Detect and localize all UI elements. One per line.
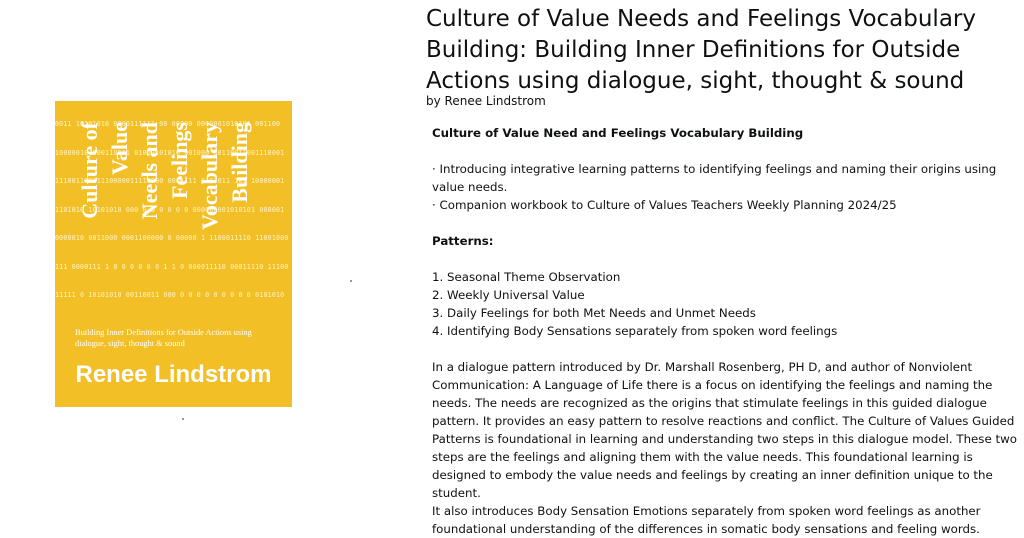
pattern-item: 4. Identifying Body Sensations separately from spoken word feelings [432,324,838,338]
cover-subtitle: Building Inner Definitions for Outside Actions using dialogue, sight, thought & sound [75,328,252,348]
cover-author: Renee Lindstrom [75,361,272,388]
cover-title: Culture of Value Needs and Feelings Vocabulary Building [77,122,252,230]
description-paragraph: In a dialogue pattern introduced by Dr. Marshall Rosenberg, PH D, and author of Nonviolent Communication: A Language of Life there is a focus on identifying the feelings and naming the needs. The needs are recognized as the origins that stimulate feelings in this guided dialogue pattern. It provides an easy pattern to resolve reactions and conflict. The Culture of Values Guided Patterns is foundational in learning and understanding two steps in this dialogue model. These two steps are the feelings and aligning them with the value needs. This foundational learning is designed to embody the value needs and feelings by creating an inner definition unique to the student. [432,360,1017,500]
author-byline[interactable]: by Renee Lindstrom [426,94,546,108]
decorative-dot [350,280,352,282]
description-bullet: · Introducing integrative learning patterns to identifying feelings and naming their origins using value needs. [432,162,997,194]
decorative-dot [182,418,184,420]
product-description [432,124,1017,538]
pattern-item: 2. Weekly Universal Value [432,288,585,302]
patterns-label: Patterns: [432,234,494,248]
book-cover-image[interactable] [55,101,292,407]
pattern-item: 3. Daily Feelings for both Met Needs and Unmet Needs [432,306,756,320]
cover-binary-pattern: 0011 10101010 0000111111 00 00000 0000001010101 001100 10000010 000110011 01010101010 001000 00110011001110001 11100110011110000011110000 0001111 1101011 101 10000001 1101010 10101010 000 0 0 0 0 0 0 000000001010101 000001 0000010 0011000 0001100000 0 00000 1 1100011110 11001000 111 0000111 1 0 0 0 0 0 0 1 1 0 000011110 00011110 11100 11111 0 10101010 00110011 000 0 0 0 0 0 0 0 0 0 0101010 [55,120,289,299]
description-bullet: · Companion workbook to Culture of Values Teachers Weekly Planning 2024/25 [432,198,897,212]
description-heading: Culture of Value Need and Feelings Vocabulary Building [432,126,804,140]
pattern-item: 1. Seasonal Theme Observation [432,270,621,284]
description-paragraph: It also introduces Body Sensation Emotions separately from spoken word feelings as another foundational understanding of the differences in somatic body sensations and feeling words. [432,504,981,536]
product-title: Culture of Value Needs and Feelings Vocabulary Building: Building Inner Definitions for Outside Actions using dialogue, sight, thought & sound [426,6,976,94]
